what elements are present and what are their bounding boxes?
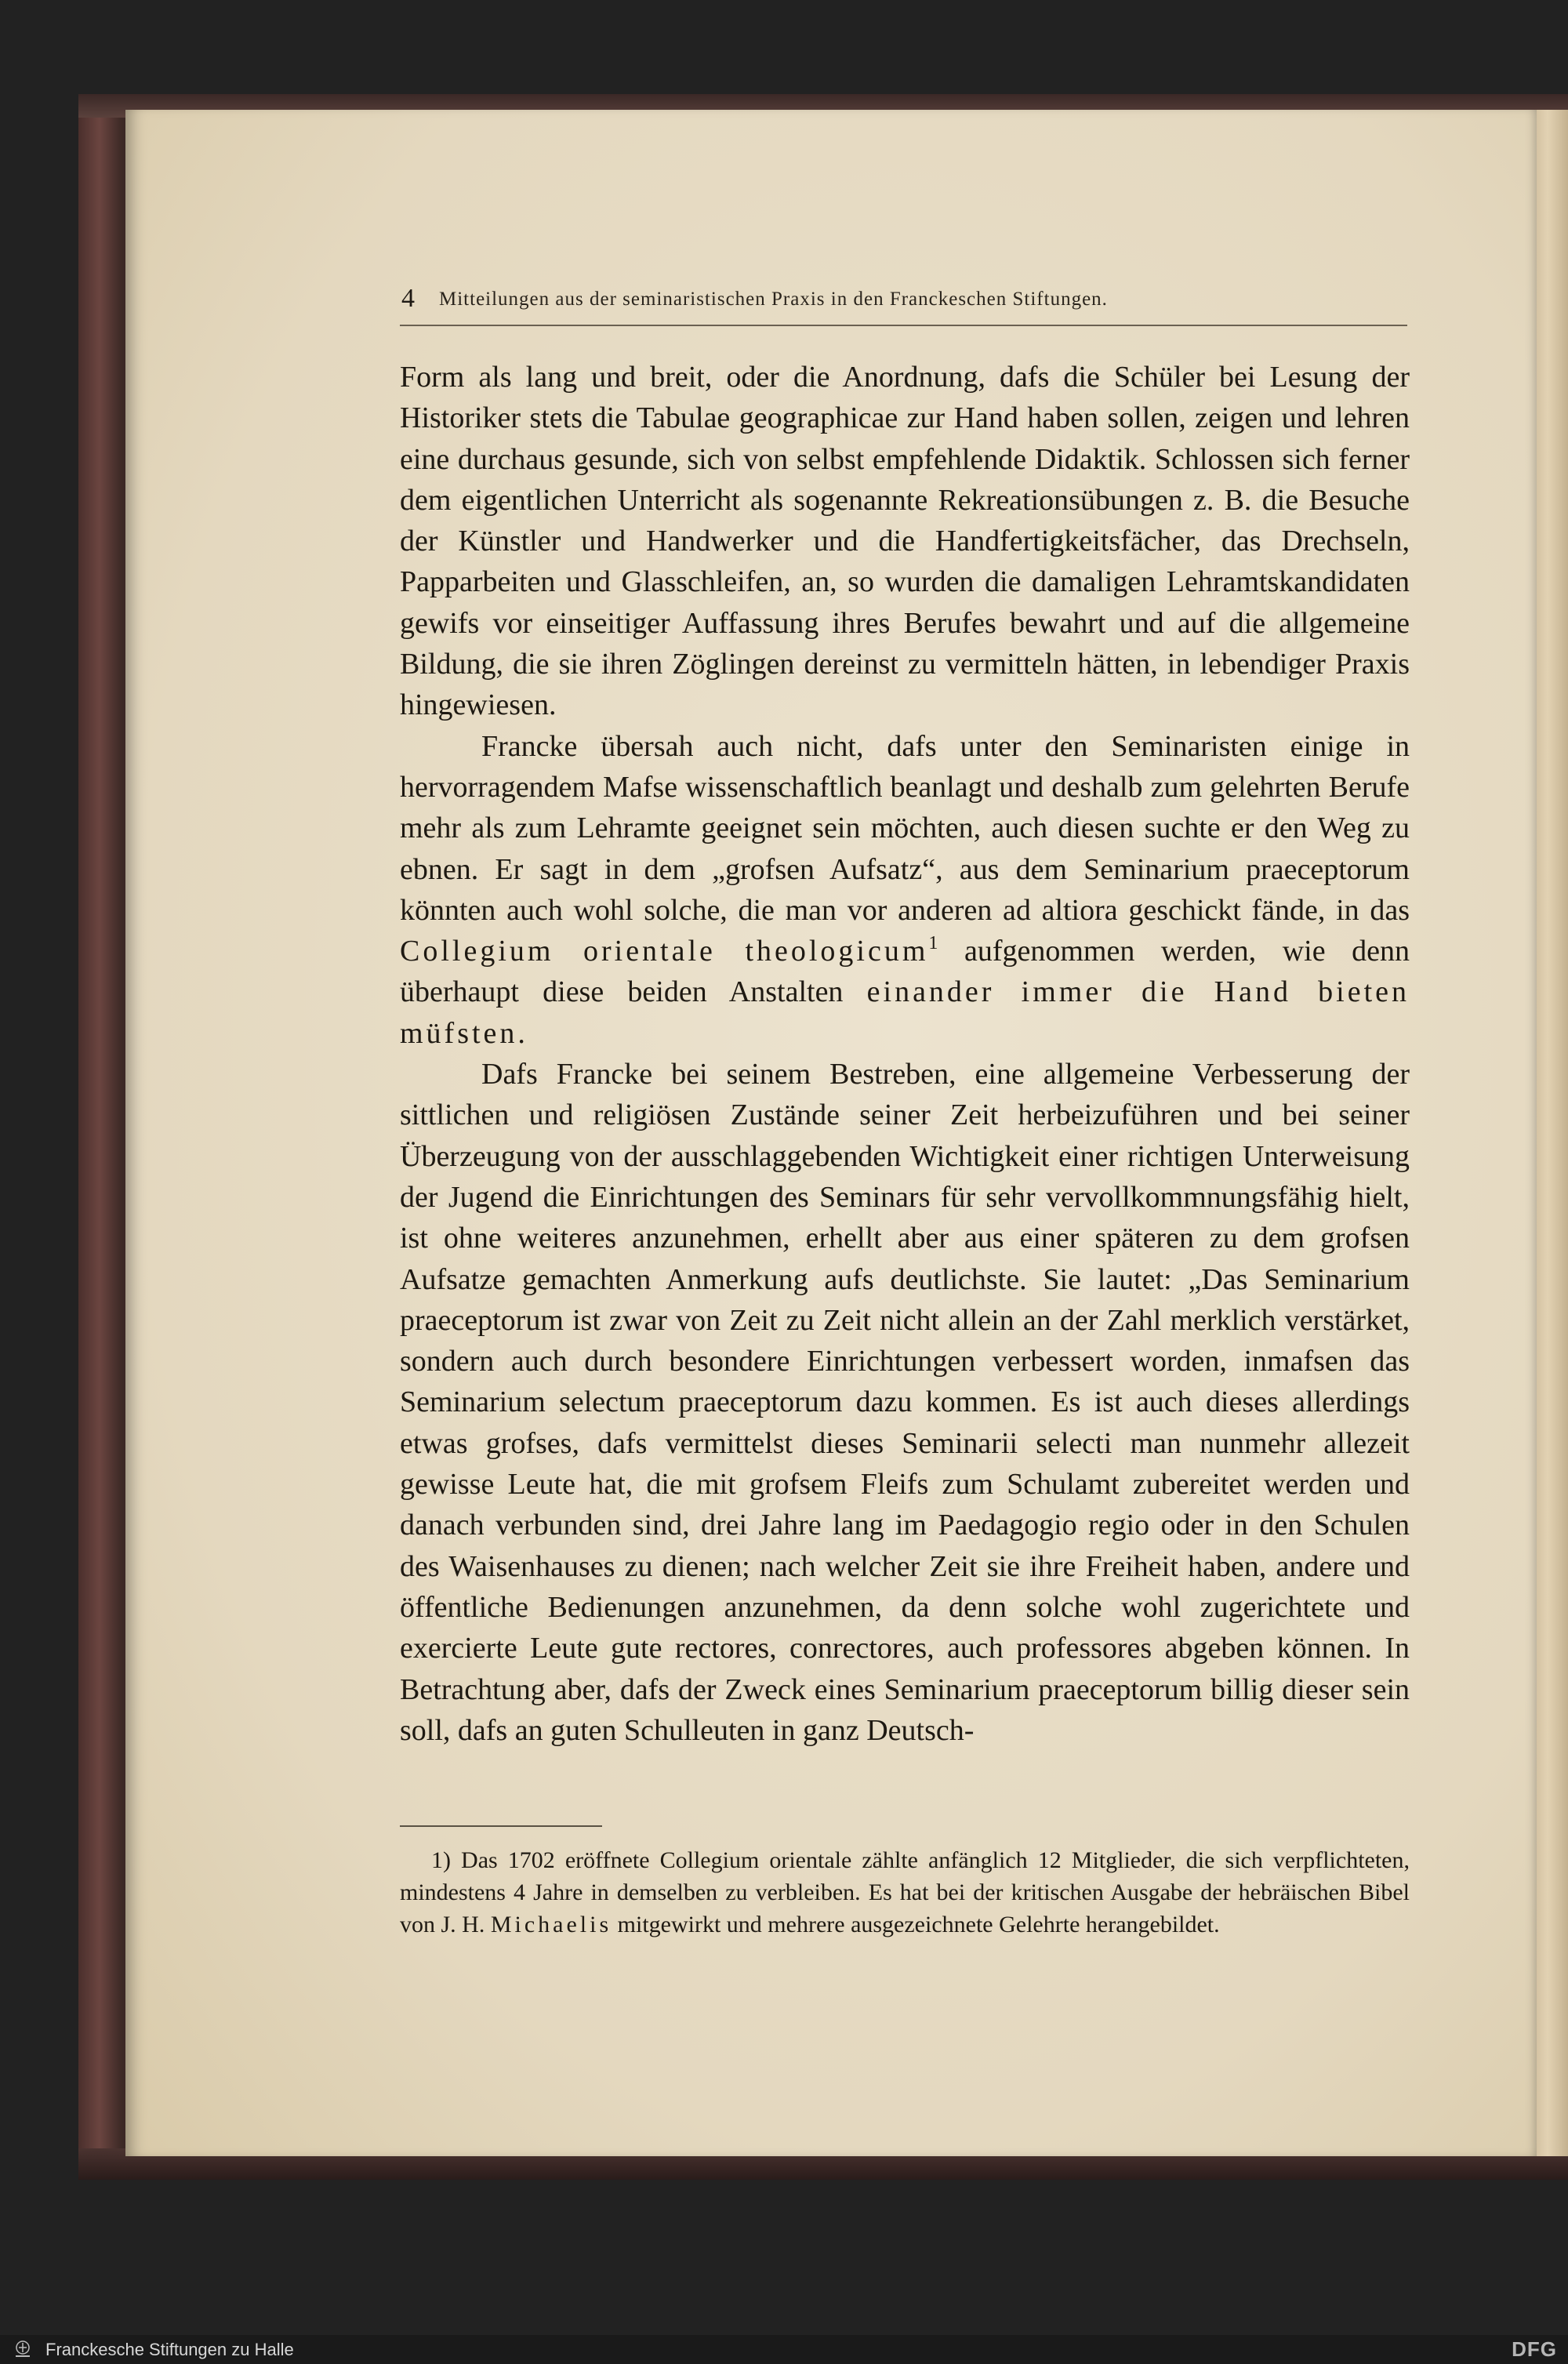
- footnote-text-b: mitgewirkt und mehrere ausgezeichnete Gelehrte herangebildet.: [617, 1912, 1220, 1937]
- running-head: Mitteilungen aus der seminaristischen Praxis in den Franckeschen Stiftungen.: [439, 289, 1108, 310]
- footnote-text-a: 1) Das 1702 eröffnete Collegium orientale zählte anfänglich 12 Mitglieder, die sich verpflichteten, mindestens 4 Jahre in demselben zu verbleiben. Es hat bei der kritischen Ausgabe der hebräischen Bibel von J. H.: [400, 1847, 1410, 1937]
- paragraph-1: Form als lang und breit, oder die Anordnung, dafs die Schüler bei Lesung der Historiker stets die Tabulae geographicae zur Hand haben sollen, zeigen und lehren eine durchaus gesunde, sich von selbst empfehlende Didaktik. Schlossen sich ferner dem eigentlichen Unterricht als sogenannte Rekreationsübungen z. B. die Besuche der Künstler und Handwerker und die Handfertigkeitsfächer, das Drechseln, Papparbeiten und Glasschleifen, an, so wurden die damaligen Lehramtskandidaten gewifs vor einseitiger Auffassung ihres Berufes bewahrt und auf die allgemeine Bildung, die sie ihren Zöglingen dereinst zu vermitteln hätten, in lebendiger Praxis hingewiesen.: [400, 361, 1410, 722]
- footer-bar: [0, 2335, 1568, 2364]
- footnote-1: [400, 1844, 1410, 1941]
- footer-institution-label[interactable]: Franckesche Stiftungen zu Halle: [45, 2340, 294, 2359]
- footnote-spaced-name: Michaelis: [490, 1912, 612, 1937]
- footnote-rule: [400, 1825, 602, 1827]
- body-text: [400, 357, 1410, 1751]
- francke-seal-icon: [9, 2339, 36, 2359]
- footnote-marker[interactable]: 1: [928, 933, 938, 954]
- page-number: 4: [401, 284, 415, 313]
- spaced-phrase-einander: einander immer die Hand bieten müfsten.: [400, 975, 1410, 1050]
- footer-dfg-logo[interactable]: DFG: [1512, 2337, 1557, 2361]
- spaced-term-collegium: Collegium orientale theologicum: [400, 935, 929, 968]
- paragraph-2: [400, 726, 1410, 1054]
- header-rule: [400, 325, 1407, 326]
- paragraph-2-part-b: aufgenommen werden, wie denn überhaupt diese beiden Anstalten: [400, 935, 1410, 1009]
- paragraph-3: Dafs Francke bei seinem Bestreben, eine allgemeine Verbesserung der sittlichen und religiösen Zustände seiner Zeit herbeizuführen und bei seiner Überzeugung von der ausschlaggebenden Wichtigkeit einer richtigen Unterweisung der Jugend die Einrichtungen des Seminars für sehr vervollkommnungsfähig hielt, ist ohne weiteres anzunehmen, erhellt aber aus einer späteren zu dem grofsen Aufsatze gemachten Anmerkung aufs deutlichste. Sie lautet: „Das Seminarium praeceptorum ist zwar von Zeit zu Zeit nicht allein an der Zahl merklich verstärket, sondern auch durch besondere Einrichtungen verbessert worden, inmafsen das Seminarium selectum praeceptorum dazu kommen. Es ist auch dieses allerdings etwas grofses, dafs vermittelst dieses Seminarii selecti man nunmehr allezeit gewisse Leute hat, die mit grofsem Fleifs zum Schulamt zubereitet werden und danach verbunden sind, drei Jahre lang im Paedagogio regio oder in den Schulen des Waisenhauses zu dienen; nach welcher Zeit sie ihre Freiheit haben, andere und öffentliche Bedienungen anzunehmen, da denn solche wohl zugerichtete und exercierte Leute gute rectores, conrectores, auch professores abgeben können. In Betrachtung aber, dafs der Zweck eines Seminarium praeceptorum billig dieser sein soll, dafs an guten Schulleuten in ganz Deutsch-: [400, 1058, 1410, 1747]
- paragraph-2-part-a: Francke übersah auch nicht, dafs unter den Seminaristen einige in hervorragendem Mafse wissenschaftlich beanlagt und deshalb zum gelehrten Berufe mehr als zum Lehramte geeignet sein möchten, auch diesen suchte er den Weg zu ebnen. Er sagt in dem „grofsen Aufsatz“, aus dem Seminarium praeceptorum könnten auch wohl solche, die man vor anderen ad altiora geschickt fände, in das: [400, 729, 1410, 927]
- footnote: [400, 1844, 1410, 1941]
